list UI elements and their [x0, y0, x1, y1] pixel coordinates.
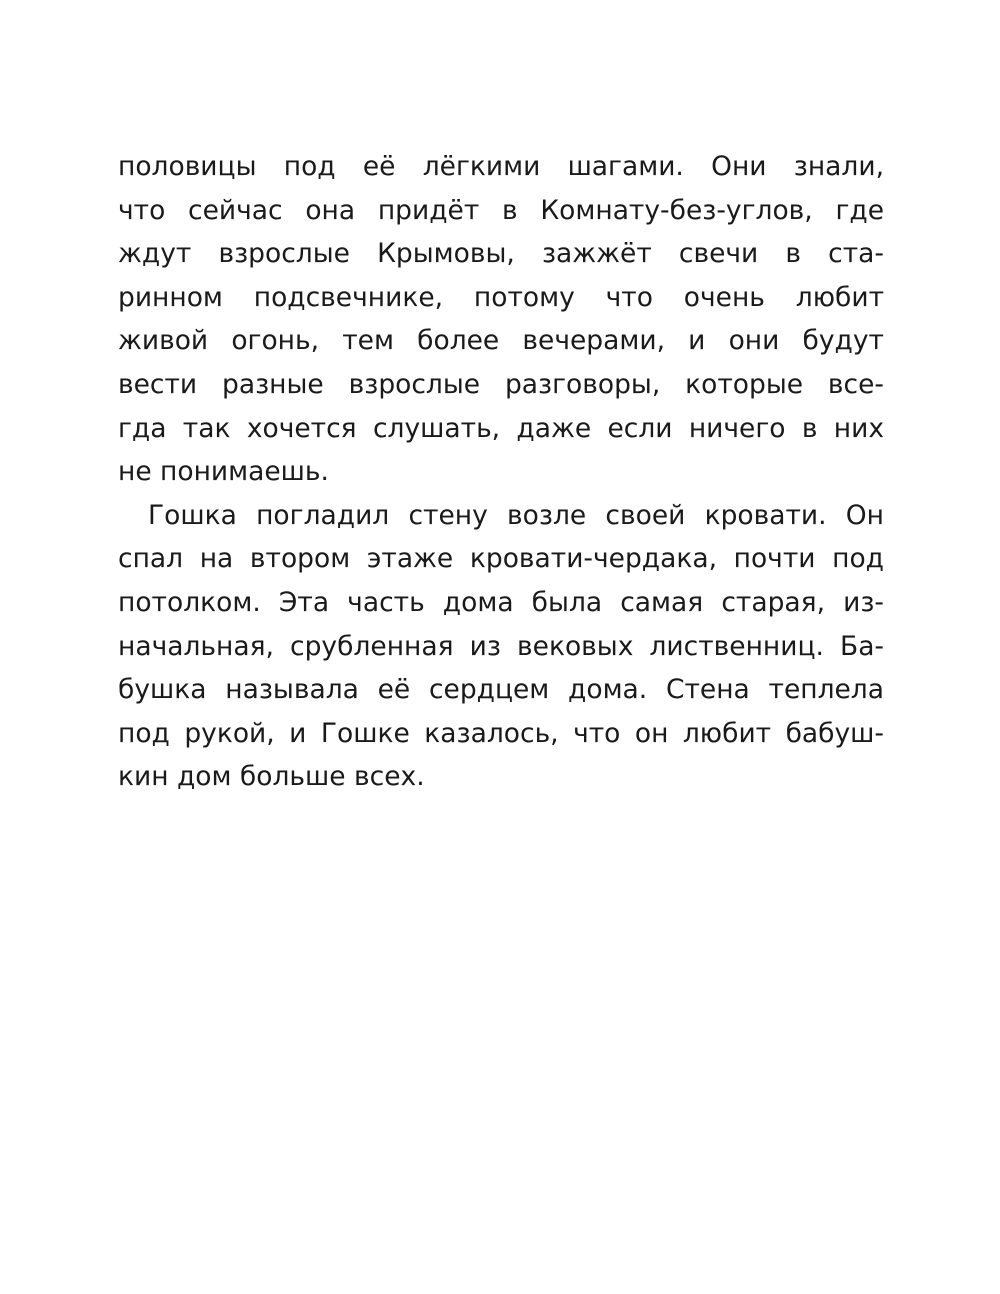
text-line: начальная, срубленная из вековых лиственниц. Ба- — [118, 630, 884, 662]
text-line: живой огонь, тем более вечерами, и они будут — [118, 325, 884, 357]
text-line: ринном подсвечнике, потому что очень любит — [118, 281, 884, 313]
text-line: потолком. Эта часть дома была самая старая, из- — [118, 586, 884, 618]
text-line: спал на втором этаже кровати-чердака, почти под — [118, 543, 884, 575]
text-line: бушка называла её сердцем дома. Стена теплела — [118, 674, 884, 706]
paragraph — [118, 145, 884, 494]
text-line: половицы под её лёгкими шагами. Они знали, — [118, 151, 884, 182]
text-body — [118, 145, 884, 799]
text-line: вести разные взрослые разговоры, которые все- — [118, 368, 884, 400]
text-line: кин дом больше всех. — [118, 761, 425, 793]
text-line: что сейчас она придёт в Комнату-без-углов, где — [118, 194, 884, 226]
paragraph — [118, 494, 884, 799]
text-line: гда так хочется слушать, даже если ничего в них — [118, 412, 884, 444]
text-line: не понимаешь. — [118, 456, 329, 488]
text-line: ждут взрослые Крымовы, зажжёт свечи в ста- — [118, 238, 884, 270]
text-line: Гошка погладил стену возле своей кровати. Он — [148, 499, 884, 531]
text-line: под рукой, и Гошке казалось, что он любит бабуш- — [118, 717, 884, 749]
